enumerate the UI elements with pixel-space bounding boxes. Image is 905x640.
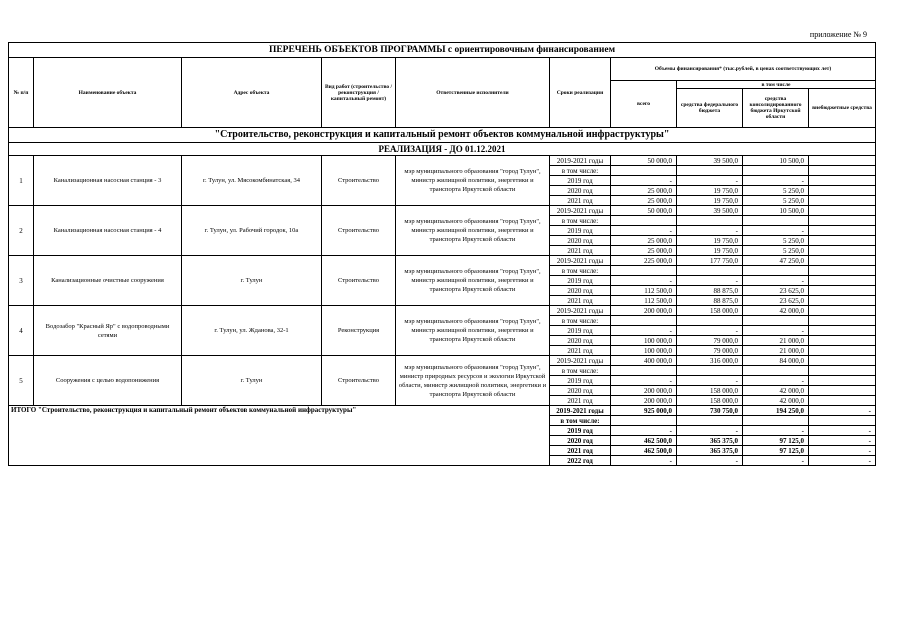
extra-cell [809,336,876,346]
term-cell: 2020 год [550,336,611,346]
total-cell: 100 000,0 [611,346,677,356]
regional-cell: 5 250,0 [743,196,809,206]
table-row [9,206,876,216]
federal-cell: - [677,456,743,466]
object-work-type: Строительство [322,156,396,206]
implementation-heading: РЕАЛИЗАЦИЯ - ДО 01.12.2021 [9,143,876,156]
term-cell: 2019 год [550,226,611,236]
total-cell [611,216,677,226]
regional-cell: - [743,376,809,386]
term-cell: 2019-2021 годы [550,406,611,416]
object-address: г. Тулун, ул. Рабочий городок, 10а [182,206,322,256]
federal-cell: 365 375,0 [677,446,743,456]
federal-cell [677,266,743,276]
total-cell: - [611,226,677,236]
object-work-type: Реконструкция [322,306,396,356]
regional-cell: 97 125,0 [743,436,809,446]
term-cell: 2019-2021 годы [550,356,611,366]
regional-cell [743,166,809,176]
federal-cell: 79 000,0 [677,346,743,356]
object-executor: мэр муниципального образования "город Тулун", министр жилищной политики, энергетики и транспорта Иркутской области [396,256,550,306]
header-regional: средства консолидированного бюджета Иркутской области [743,89,809,128]
total-cell: 50 000,0 [611,156,677,166]
total-cell: 200 000,0 [611,386,677,396]
extra-cell [809,316,876,326]
extra-cell [809,236,876,246]
object-address: г. Тулун [182,256,322,306]
total-cell: 400 000,0 [611,356,677,366]
header-num: № п/п [9,58,34,128]
object-num: 5 [9,356,34,406]
federal-cell: 177 750,0 [677,256,743,266]
total-cell: 200 000,0 [611,396,677,406]
table-row [9,256,876,266]
regional-cell: 47 250,0 [743,256,809,266]
total-label: ИТОГО "Строительство, реконструкция и капитальный ремонт объектов коммунальной инфраструктуры" [9,406,550,466]
extra-cell [809,396,876,406]
extra-cell [809,366,876,376]
term-cell: в том числе: [550,166,611,176]
federal-cell [677,216,743,226]
header-federal: средства федерального бюджета [677,89,743,128]
regional-cell [743,216,809,226]
object-executor: мэр муниципального образования "город Тулун", министр жилищной политики, энергетики и транспорта Иркутской области [396,206,550,256]
object-executor: мэр муниципального образования "город Тулун", министр жилищной политики, энергетики и транспорта Иркутской области [396,306,550,356]
federal-cell: 39 500,0 [677,156,743,166]
term-cell: 2019-2021 годы [550,156,611,166]
object-address: г. Тулун, ул. Жданова, 32-1 [182,306,322,356]
regional-cell: 21 000,0 [743,346,809,356]
federal-cell: 158 000,0 [677,306,743,316]
total-cell: 50 000,0 [611,206,677,216]
total-cell: 225 000,0 [611,256,677,266]
object-work-type: Строительство [322,206,396,256]
term-cell: в том числе: [550,266,611,276]
federal-cell [677,366,743,376]
term-cell: 2021 год [550,196,611,206]
federal-cell [677,316,743,326]
extra-cell [809,326,876,336]
term-cell: 2019 год [550,376,611,386]
federal-cell: 19 750,0 [677,246,743,256]
total-cell: - [611,426,677,436]
total-cell: 25 000,0 [611,236,677,246]
federal-cell: - [677,376,743,386]
term-cell: 2020 год [550,286,611,296]
object-name: Водозабор "Красный Яр" с водопроводными сетями [34,306,182,356]
total-cell: 925 000,0 [611,406,677,416]
header-total: всего [611,81,677,128]
term-cell: 2019 год [550,426,611,436]
object-num: 1 [9,156,34,206]
extra-cell [809,226,876,236]
extra-cell [809,176,876,186]
total-cell [611,316,677,326]
extra-cell: - [809,406,876,416]
regional-cell: - [743,456,809,466]
total-cell: - [611,376,677,386]
regional-cell: 5 250,0 [743,236,809,246]
federal-cell: - [677,276,743,286]
total-cell: - [611,456,677,466]
object-work-type: Строительство [322,256,396,306]
total-cell: 112 500,0 [611,296,677,306]
extra-cell [809,286,876,296]
federal-cell: 19 750,0 [677,186,743,196]
object-address: г. Тулун, ул. Мясокомбинатская, 34 [182,156,322,206]
table-row [9,306,876,316]
extra-cell [809,166,876,176]
header-address: Адрес объекта [182,58,322,128]
federal-cell: 730 750,0 [677,406,743,416]
header-terms: Сроки реализации [550,58,611,128]
object-num: 4 [9,306,34,356]
regional-cell: - [743,276,809,286]
objects-table [8,42,876,466]
object-num: 3 [9,256,34,306]
federal-cell: 365 375,0 [677,436,743,446]
term-cell: 2019 год [550,276,611,286]
term-cell: 2019 год [550,326,611,336]
appendix-label: приложение № 9 [809,30,867,39]
term-cell: 2019-2021 годы [550,306,611,316]
total-cell: - [611,326,677,336]
object-address: г. Тулун [182,356,322,406]
term-cell: 2020 год [550,436,611,446]
regional-cell: 97 125,0 [743,446,809,456]
total-cell: 200 000,0 [611,306,677,316]
header-executors: Ответственные исполнители [396,58,550,128]
table-row [9,156,876,166]
regional-cell: 194 250,0 [743,406,809,416]
total-cell: 25 000,0 [611,196,677,206]
regional-cell: 10 500,0 [743,206,809,216]
extra-cell [809,306,876,316]
total-cell [611,166,677,176]
regional-cell: 42 000,0 [743,396,809,406]
term-cell: 2021 год [550,246,611,256]
regional-cell [743,266,809,276]
extra-cell [809,186,876,196]
extra-cell [809,276,876,286]
header-work-type: Вид работ (строительство /реконструкция /капитальный ремонт) [322,58,396,128]
header-extra: внебюджетные средства [809,89,876,128]
regional-cell: 10 500,0 [743,156,809,166]
regional-cell [743,316,809,326]
total-cell [611,266,677,276]
header-funding: Объемы финансирования* (тыс.рублей, в ценах соответствующих лет) [611,58,876,81]
object-name: Сооружения с целью водопонижения [34,356,182,406]
object-executor: мэр муниципального образования "город Тулун", министр жилищной политики, энергетики и транспорта Иркутской области [396,156,550,206]
total-cell: 462 500,0 [611,446,677,456]
total-row [9,406,876,416]
object-name: Канализационная насосная станция - 4 [34,206,182,256]
regional-cell: 23 625,0 [743,296,809,306]
regional-cell: - [743,426,809,436]
federal-cell: 19 750,0 [677,196,743,206]
federal-cell: - [677,226,743,236]
object-num: 2 [9,206,34,256]
term-cell: в том числе: [550,316,611,326]
term-cell: 2019-2021 годы [550,256,611,266]
term-cell: в том числе: [550,216,611,226]
header-incl: в том числе [677,81,876,89]
federal-cell: 39 500,0 [677,206,743,216]
total-cell [611,366,677,376]
extra-cell [809,246,876,256]
total-cell: 112 500,0 [611,286,677,296]
extra-cell [809,216,876,226]
regional-cell: 5 250,0 [743,186,809,196]
federal-cell: 158 000,0 [677,396,743,406]
federal-cell: 88 875,0 [677,296,743,306]
regional-cell: 21 000,0 [743,336,809,346]
regional-cell: 84 000,0 [743,356,809,366]
regional-cell: - [743,326,809,336]
term-cell: 2021 год [550,346,611,356]
term-cell: 2021 год [550,446,611,456]
object-name: Канализационная насосная станция - 3 [34,156,182,206]
extra-cell [809,376,876,386]
term-cell: 2020 год [550,236,611,246]
extra-cell [809,206,876,216]
regional-cell: 42 000,0 [743,306,809,316]
regional-cell: - [743,226,809,236]
section-heading: "Строительство, реконструкция и капитальный ремонт объектов коммунальной инфраструктуры" [9,128,876,143]
term-cell: 2019 год [550,176,611,186]
regional-cell: 5 250,0 [743,246,809,256]
table-title: ПЕРЕЧЕНЬ ОБЪЕКТОВ ПРОГРАММЫ с ориентировочным финансированием [9,43,876,58]
federal-cell [677,166,743,176]
federal-cell: - [677,426,743,436]
regional-cell: 42 000,0 [743,386,809,396]
total-cell: 462 500,0 [611,436,677,446]
federal-cell: 158 000,0 [677,386,743,396]
header-name: Наименование объекта [34,58,182,128]
extra-cell [809,256,876,266]
total-cell: 100 000,0 [611,336,677,346]
term-cell: 2019-2021 годы [550,206,611,216]
object-name: Канализационные очистные сооружения [34,256,182,306]
extra-cell [809,386,876,396]
term-cell: в том числе: [550,416,611,426]
term-cell: 2021 год [550,296,611,306]
extra-cell [809,156,876,166]
total-cell: - [611,276,677,286]
federal-cell [677,416,743,426]
extra-cell [809,356,876,366]
extra-cell [809,296,876,306]
federal-cell: 79 000,0 [677,336,743,346]
total-cell [611,416,677,426]
term-cell: в том числе: [550,366,611,376]
object-work-type: Строительство [322,356,396,406]
term-cell: 2021 год [550,396,611,406]
federal-cell: 19 750,0 [677,236,743,246]
extra-cell [809,416,876,426]
extra-cell: - [809,436,876,446]
total-cell: 25 000,0 [611,246,677,256]
total-cell: - [611,176,677,186]
table-row [9,356,876,366]
term-cell: 2022 год [550,456,611,466]
extra-cell [809,266,876,276]
regional-cell: - [743,176,809,186]
federal-cell: 316 000,0 [677,356,743,366]
term-cell: 2020 год [550,186,611,196]
federal-cell: - [677,326,743,336]
extra-cell: - [809,446,876,456]
federal-cell: - [677,176,743,186]
extra-cell [809,346,876,356]
extra-cell [809,196,876,206]
object-executor: мэр муниципального образования "город Тулун", министр природных ресурсов и экологии Иркутской области, министр жилищной политики, энергетики и транспорта Иркутской области [396,356,550,406]
extra-cell: - [809,426,876,436]
regional-cell [743,416,809,426]
regional-cell: 23 625,0 [743,286,809,296]
term-cell: 2020 год [550,386,611,396]
total-cell: 25 000,0 [611,186,677,196]
extra-cell: - [809,456,876,466]
regional-cell [743,366,809,376]
federal-cell: 88 875,0 [677,286,743,296]
